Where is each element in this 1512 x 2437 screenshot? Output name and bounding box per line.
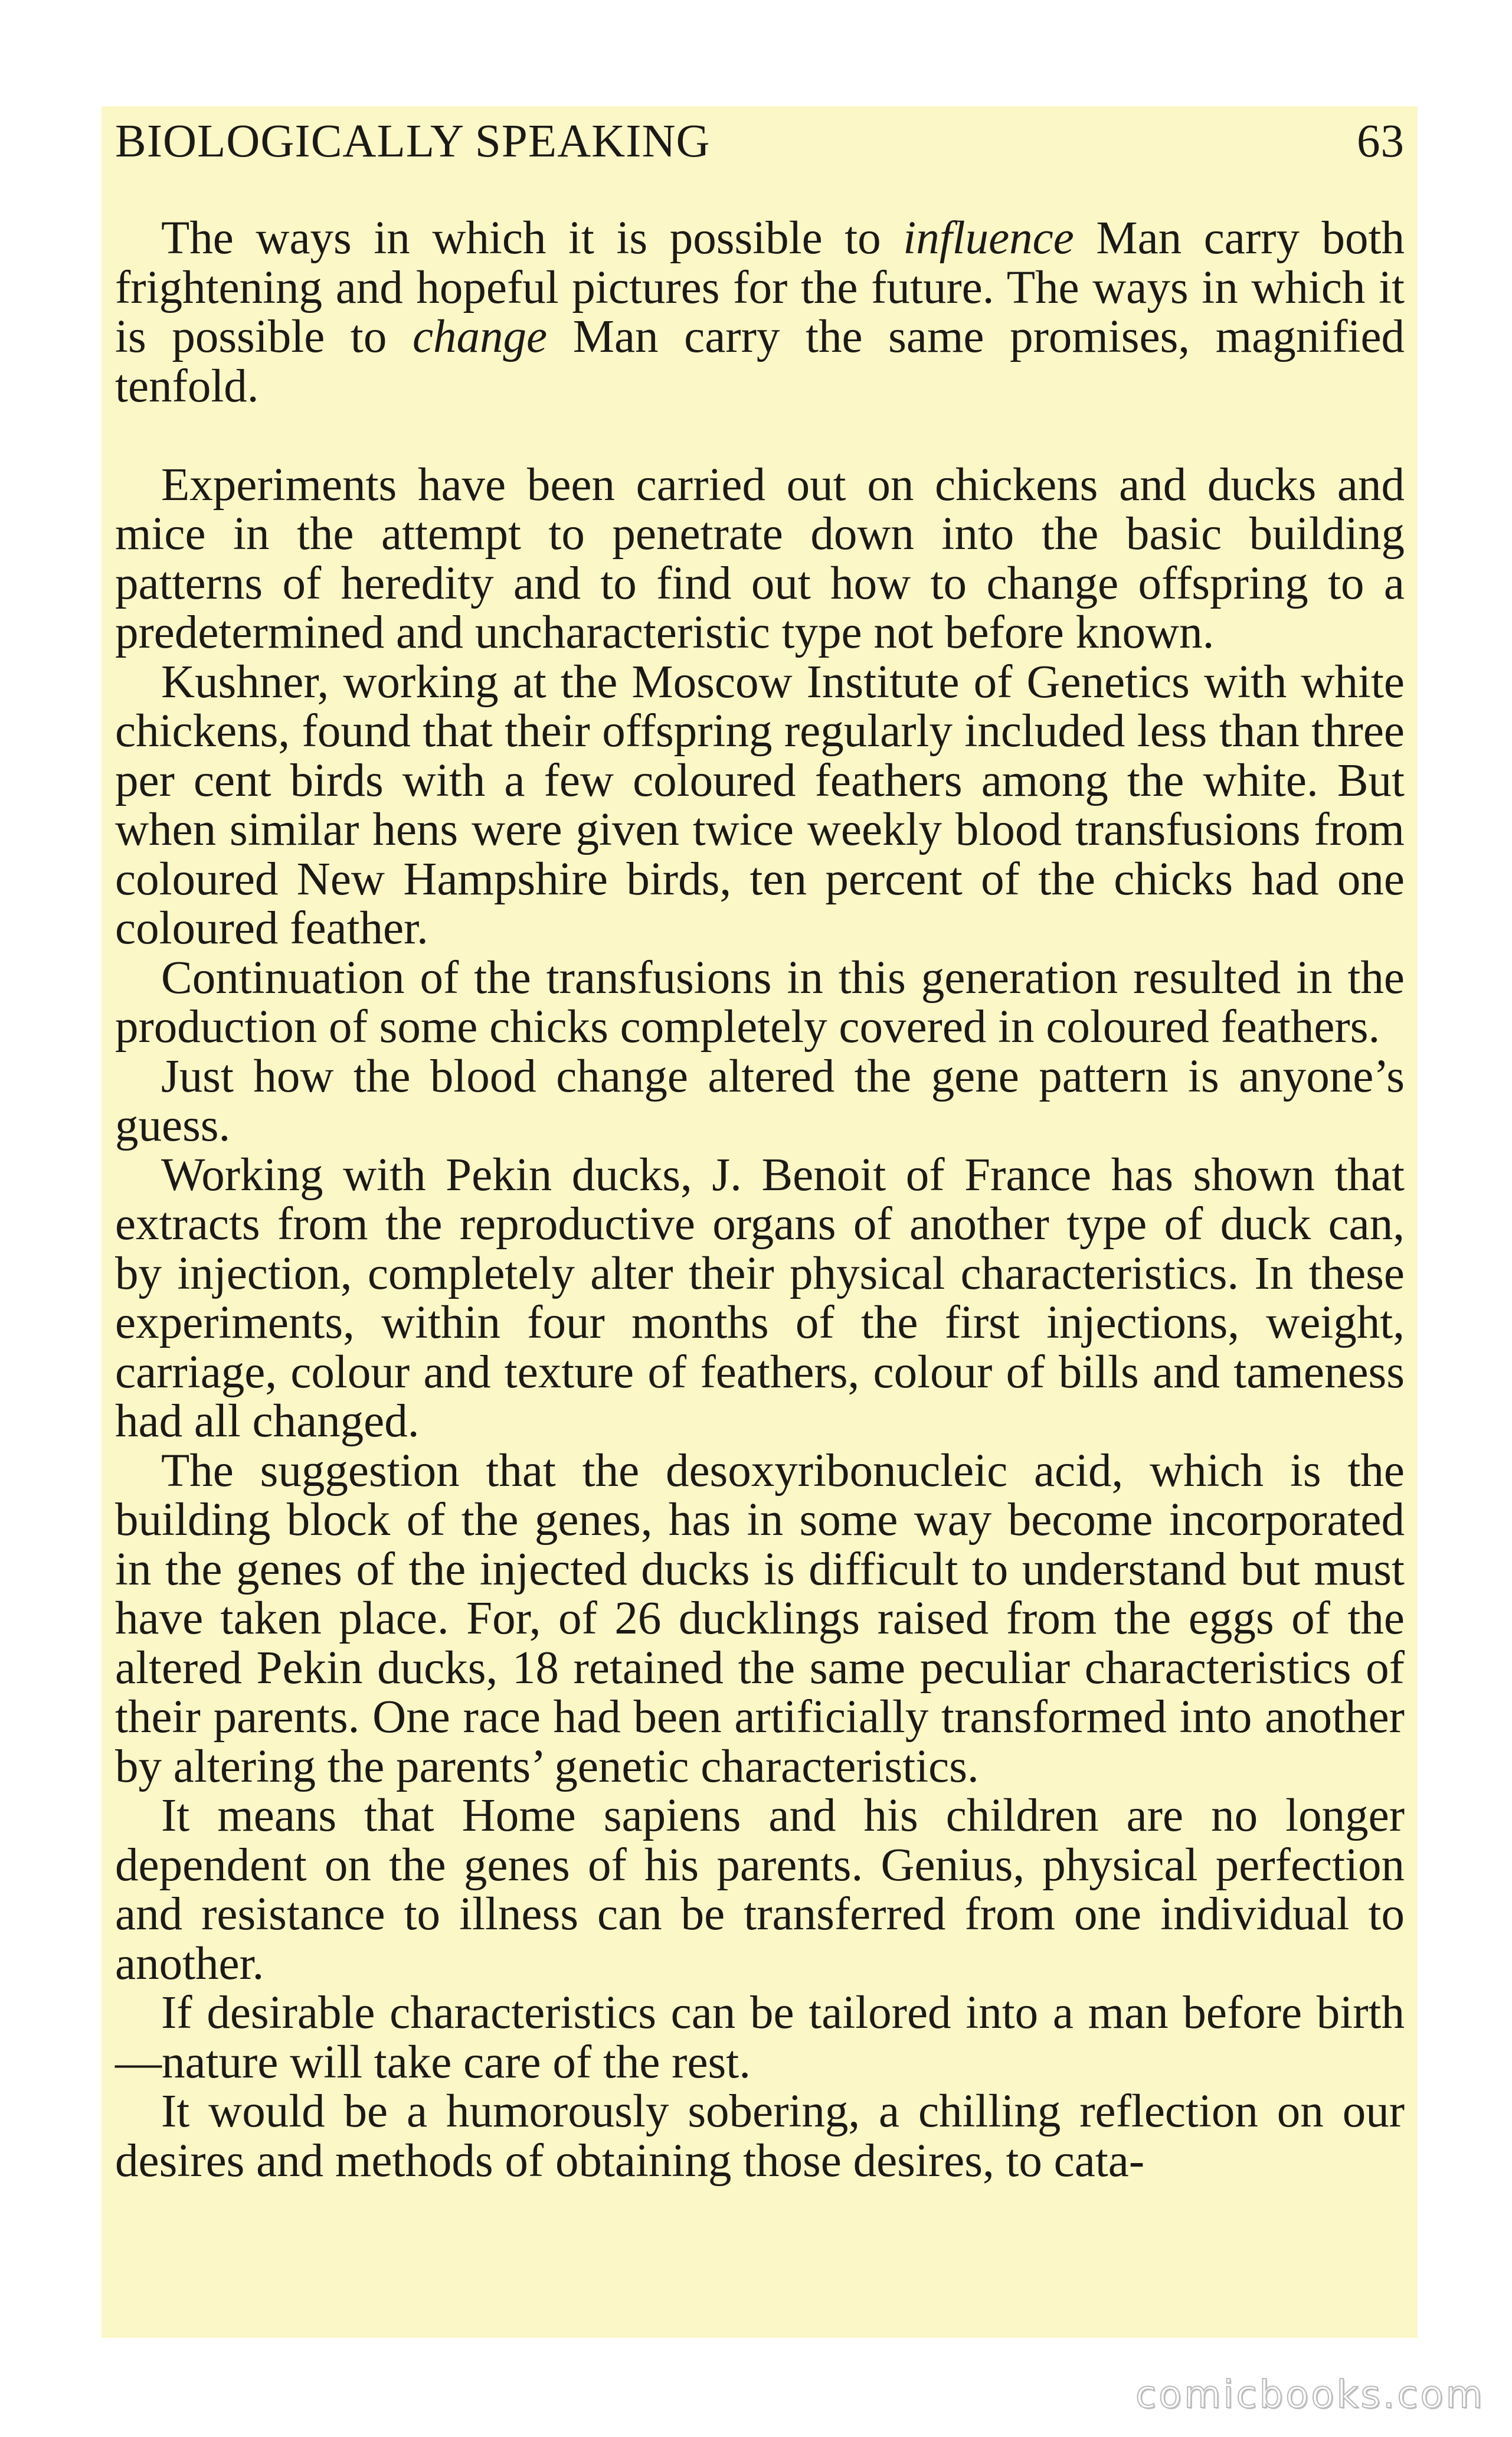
text-run: Continuation of the transfusions in this generation resulted in the production of some chicks completely covered in coloured feathers. xyxy=(115,952,1405,1053)
italic-text: change xyxy=(412,311,548,362)
text-run: Man carry both frightening and hopeful pictures for the future. The ways in which it is possible to xyxy=(115,213,1405,362)
paragraph xyxy=(115,1446,1405,1792)
text-run: The ways in which it is possible to xyxy=(161,213,904,264)
paragraph xyxy=(115,1151,1405,1446)
paragraph xyxy=(115,214,1405,411)
text-run: Kushner, working at the Moscow Institute of Genetics with white chickens, found that their offspring regularly included less than three per cent birds with a few coloured feathers among the white. But when similar hens were given twice weekly blood transfusions from coloured New Hampshire birds, ten percent of the chicks had one coloured feather. xyxy=(115,656,1405,954)
text-run: If desirable characteristics can be tailored into a man before birth—nature will take care of the rest. xyxy=(115,1987,1405,2088)
paragraph xyxy=(115,658,1405,953)
body-text xyxy=(115,214,1405,2186)
italic-text: influence xyxy=(903,213,1074,264)
text-run: Experiments have been carried out on chickens and ducks and mice in the attempt to penetrate down into the basic building patterns of heredity and to find out how to change offspring to a predetermined and uncharacteristic type not before known. xyxy=(115,459,1405,658)
text-run: It would be a humorously sobering, a chilling reflection on our desires and methods of obtaining those desires, to cata- xyxy=(115,2086,1405,2187)
paragraph xyxy=(115,2087,1405,2186)
paragraph xyxy=(115,460,1405,658)
paragraph xyxy=(115,953,1405,1052)
paragraph xyxy=(115,1988,1405,2087)
text-run: It means that Home sapiens and his children are no longer dependent on the genes of his parents. Genius, physical perfection and resistance to illness can be transferred from one individual to another. xyxy=(115,1790,1405,1990)
text-run: The suggestion that the desoxyribonucleic acid, which is the building block of the genes, has in some way become incorporated in the genes of the injected ducks is difficult to understand but must have taken place. For, of 26 ducklings raised from the eggs of the altered Pekin ducks, 18 retained the same peculiar characteristics of their parents. One race had been artificially transformed into another by altering the parents’ genetic characteristics. xyxy=(115,1445,1405,1792)
paragraph xyxy=(115,1791,1405,1988)
page-number: 63 xyxy=(1357,116,1405,167)
running-head-title: BIOLOGICALLY SPEAKING xyxy=(115,116,711,167)
running-head xyxy=(115,115,1405,168)
paragraph xyxy=(115,1052,1405,1151)
watermark: comicbooks.com xyxy=(1135,2373,1485,2417)
text-run: Just how the blood change altered the gene pattern is anyone’s guess. xyxy=(115,1050,1405,1151)
text-run: Working with Pekin ducks, J. Benoit of France has shown that extracts from the reproductive organs of another type of duck can, by injection, completely alter their physical characteristics. In these experiments, within four months of the first injections, weight, carriage, colour and texture of feathers, colour of bills and tameness had all changed. xyxy=(115,1149,1405,1447)
text-run: Man carry the same promises, magnified tenfold. xyxy=(115,311,1405,412)
